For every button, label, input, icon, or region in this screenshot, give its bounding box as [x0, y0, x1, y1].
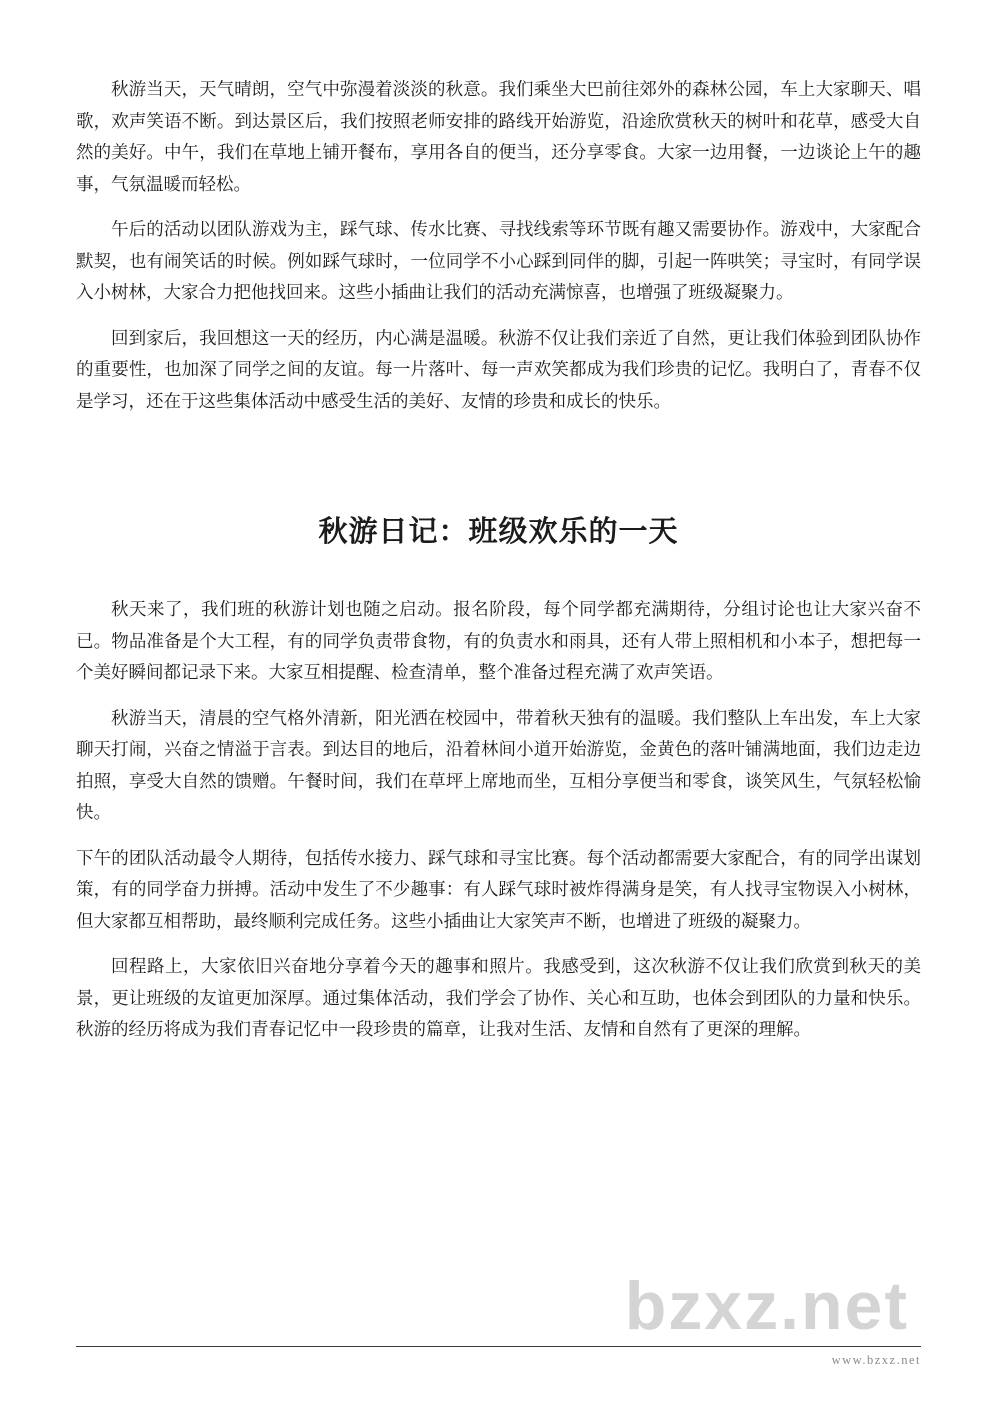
paragraph-bottom-2: 秋游当天，清晨的空气格外清新，阳光洒在校园中，带着秋天独有的温暖。我们整队上车出发，车上大家聊天打闹，兴奋之情溢于言表。到达目的地后，沿着林间小道开始游览，金黄色的落叶铺满地面，我们边走边拍照，享受大自然的馈赠。午餐时间，我们在草坪上席地而坐，互相分享便当和零食，谈笑风生，气氛轻松愉快。	[76, 707, 921, 822]
watermark-text: bzxz.net	[624, 1268, 909, 1344]
document-content	[76, 74, 921, 1060]
paragraph-bottom-4: 回程路上，大家依旧兴奋地分享着今天的趣事和照片。我感受到，这次秋游不仅让我们欣赏到秋天的美景，更让班级的友谊更加深厚。通过集体活动，我们学会了协作、关心和互助，也体会到团队的力量和快乐。秋游的经历将成为我们青春记忆中一段珍贵的篇章，让我对生活、友情和自然有了更深的理解。	[76, 956, 921, 1039]
paragraph-bottom-3: 下午的团队活动最令人期待，包括传水接力、踩气球和寻宝比赛。每个活动都需要大家配合，有的同学出谋划策，有的同学奋力拼搏。活动中发生了不少趣事：有人踩气球时被炸得满身是笑，有人找寻宝物误入小树林，但大家都互相帮助，最终顺利完成任务。这些小插曲让大家笑声不断，也增进了班级的凝聚力。	[76, 847, 921, 931]
page-footer	[76, 1346, 921, 1368]
paragraph-top-3: 回到家后，我回想这一天的经历，内心满是温暖。秋游不仅让我们亲近了自然，更让我们体验到团队协作的重要性，也加深了同学之间的友谊。每一片落叶、每一声欢笑都成为我们珍贵的记忆。我明白了，青春不仅是学习，还在于这些集体活动中感受生活的美好、友情的珍贵和成长的快乐。	[76, 327, 921, 411]
document-title: 秋游日记：班级欢乐的一天	[318, 516, 679, 548]
paragraph-top-1: 秋游当天，天气晴朗，空气中弥漫着淡淡的秋意。我们乘坐大巴前往郊外的森林公园，车上大家聊天、唱歌，欢声笑语不断。到达景区后，我们按照老师安排的路线开始游览，沿途欣赏秋天的树叶和花草，感受大自然的美好。中午，我们在草地上铺开餐布，享用各自的便当，还分享零食。大家一边用餐，一边谈论上午的趣事，气氛温暖而轻松。	[76, 79, 921, 194]
paragraph-top-2: 午后的活动以团队游戏为主，踩气球、传水比赛、寻找线索等环节既有趣又需要协作。游戏中，大家配合默契，也有闹笑话的时候。例如踩气球时，一位同学不小心踩到同伴的脚，引起一阵哄笑；寻宝时，有同学误入小树林，大家合力把他找回来。这些小插曲让我们的活动充满惊喜，也增强了班级凝聚力。	[76, 219, 921, 302]
footer-url: www.bzxz.net	[831, 1353, 921, 1367]
paragraph-bottom-1: 秋天来了，我们班的秋游计划也随之启动。报名阶段，每个同学都充满期待，分组讨论也让大家兴奋不已。物品准备是个大工程，有的同学负责带食物，有的负责水和雨具，还有人带上照相机和小本子，想把每一个美好瞬间都记录下来。大家互相提醒、检查清单，整个准备过程充满了欢声笑语。	[76, 599, 921, 682]
